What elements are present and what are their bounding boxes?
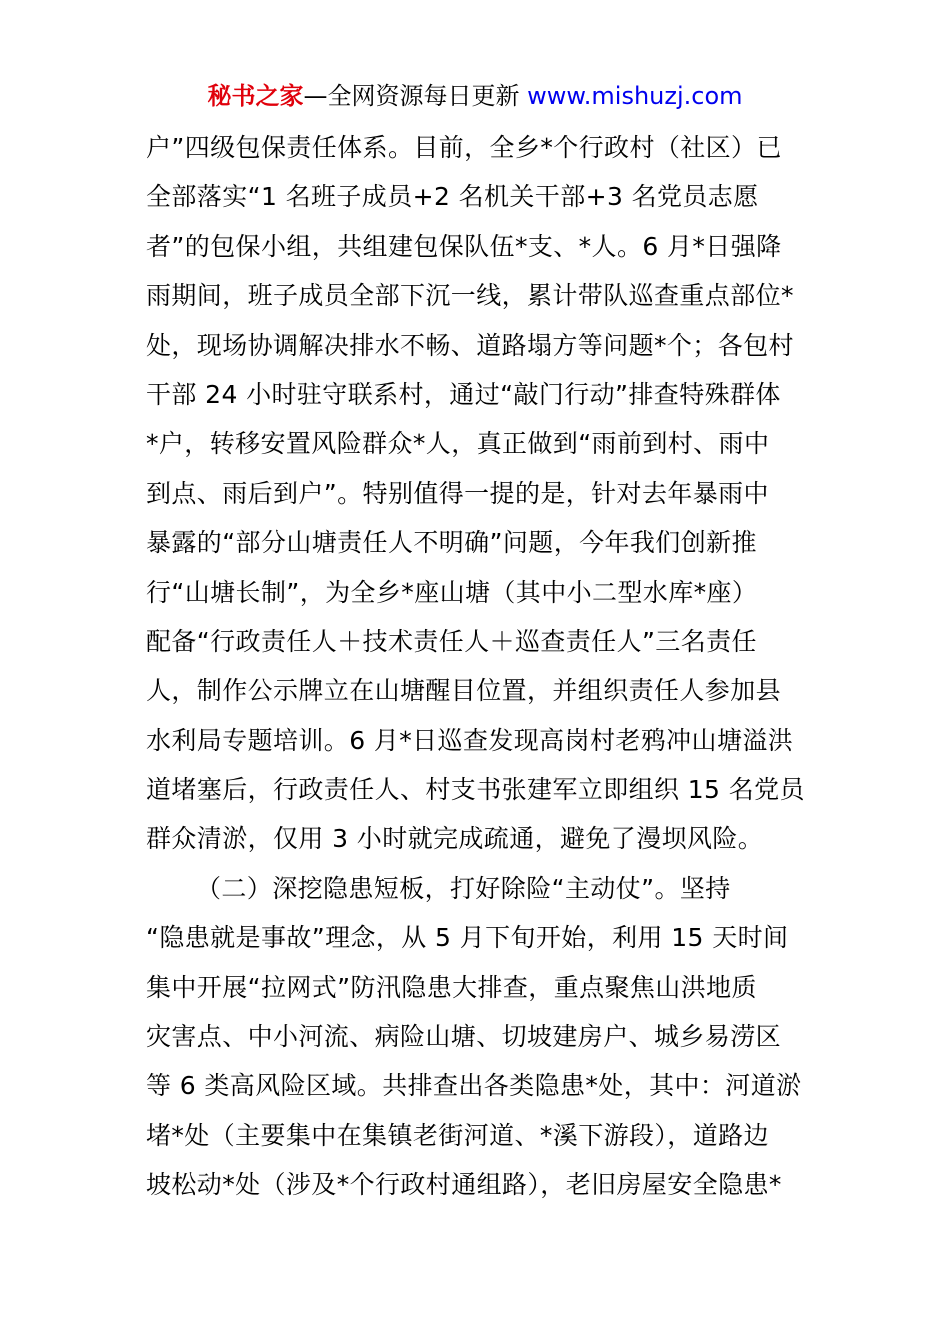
text-line: 到点、雨后到户”。特别值得一提的是，针对去年暴雨中 <box>146 478 769 508</box>
text-line: 行“山塘长制”，为全乡*座山塘（其中小二型水库*座） <box>146 577 758 607</box>
site-header <box>0 78 950 114</box>
document-body <box>146 123 816 1210</box>
text-line: 群众清淤，仅用 3 小时就完成疏通，避免了漫坝风险。 <box>146 824 764 854</box>
text-line: 户”四级包保责任体系。目前，全乡*个行政村（社区）已 <box>146 133 782 162</box>
site-url-link[interactable]: www.mishuzj.com <box>527 82 743 110</box>
site-tagline: —全网资源每日更新 <box>303 82 528 110</box>
text-line: 处，现场协调解决排水不畅、道路塌方等问题*个；各包村 <box>146 330 794 360</box>
text-line: 道堵塞后，行政责任人、村支书张建军立即组织 15 名党员 <box>146 775 805 805</box>
text-line: 全部落实“1 名班子成员+2 名机关干部+3 名党员志愿 <box>146 182 759 212</box>
text-line: 暴露的“部分山塘责任人不明确”问题，今年我们创新推 <box>146 528 757 558</box>
text-line: 配备“行政责任人＋技术责任人＋巡查责任人”三名责任 <box>146 626 757 656</box>
text-line: 雨期间，班子成员全部下沉一线，累计带队巡查重点部位* <box>146 281 794 311</box>
text-line: 者”的包保小组，共组建包保队伍*支、*人。6 月*日强降 <box>146 231 782 261</box>
paragraph <box>146 123 816 864</box>
text-line: 集中开展“拉网式”防汛隐患大排查，重点聚焦山洪地质 <box>146 972 757 1002</box>
site-brand: 秘书之家 <box>207 82 304 110</box>
text-line: *户，转移安置风险群众*人，真正做到“雨前到村、雨中 <box>146 429 770 459</box>
text-line: 等 6 类高风险区域。共排查出各类隐患*处，其中：河道淤 <box>146 1071 802 1101</box>
text-line: 堵*处（主要集中在集镇老街河道、*溪下游段），道路边 <box>146 1120 769 1150</box>
text-line: “隐患就是事故”理念，从 5 月下旬开始，利用 15 天时间 <box>146 923 789 953</box>
text-line: （二）深挖隐患短板，打好除险“主动仗”。坚持 <box>196 873 731 903</box>
text-line: 灾害点、中小河流、病险山塘、切坡建房户、城乡易涝区 <box>146 1022 782 1052</box>
text-line: 干部 24 小时驻守联系村，通过“敲门行动”排查特殊群体 <box>146 379 781 409</box>
text-line: 坡松动*处（涉及*个行政村通组路），老旧房屋安全隐患* <box>146 1170 782 1200</box>
text-line: 人，制作公示牌立在山塘醒目位置，并组织责任人参加县 <box>146 676 782 706</box>
paragraph-section-2 <box>146 864 816 1210</box>
text-line: 水利局专题培训。6 月*日巡查发现高岗村老鸦冲山塘溢洪 <box>146 725 794 755</box>
